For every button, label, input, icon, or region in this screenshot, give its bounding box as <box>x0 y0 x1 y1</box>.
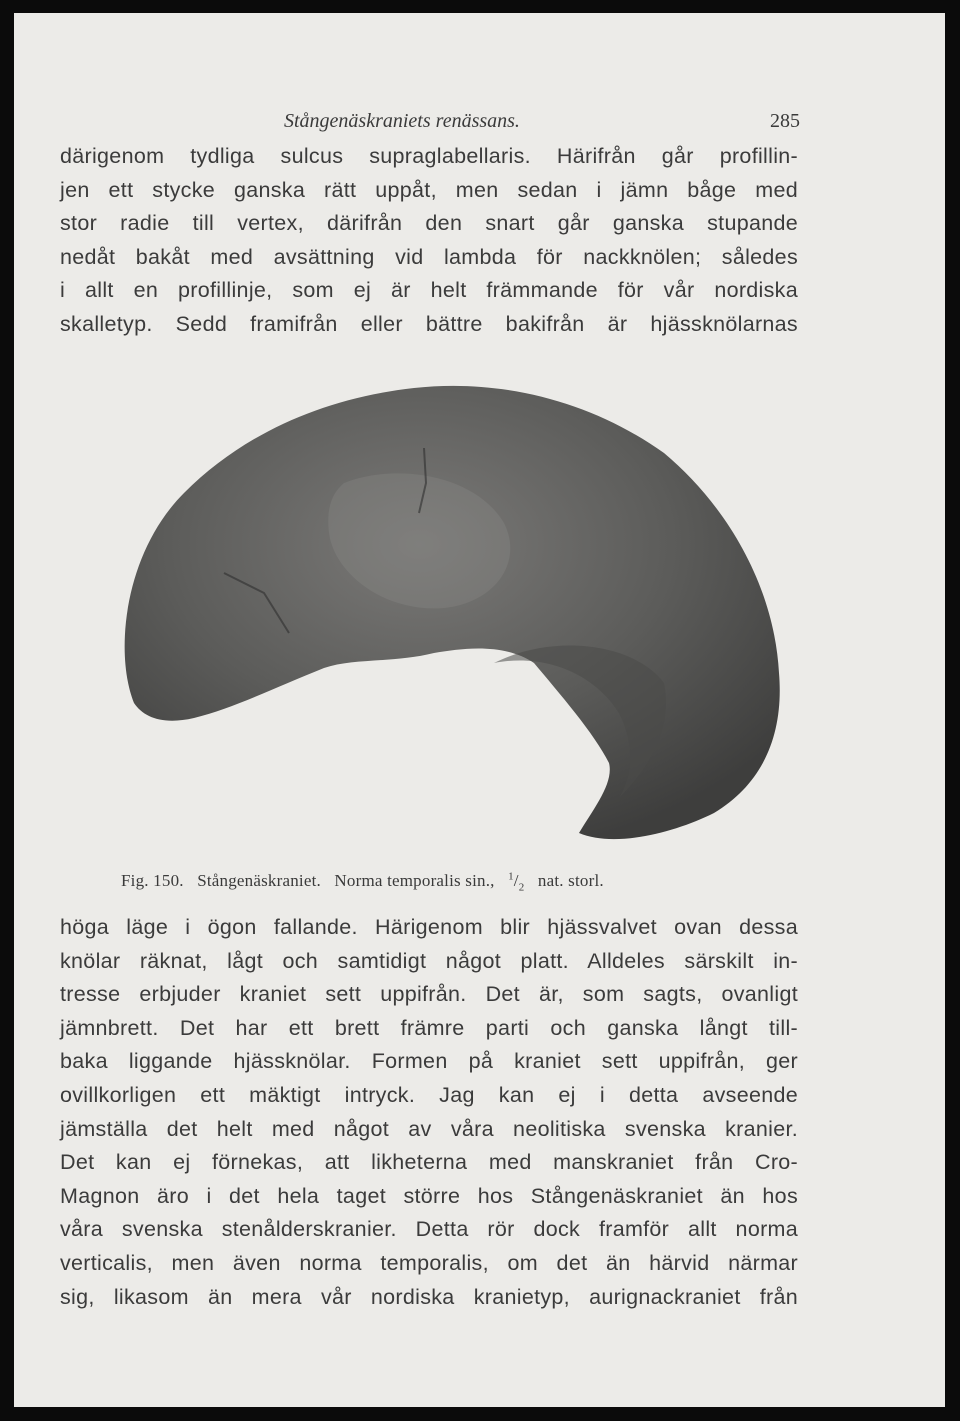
page-header <box>14 110 945 140</box>
text-line: jen ett stycke ganska rätt uppåt, men sedan i jämn båge med <box>60 177 798 202</box>
figure-caption <box>121 870 821 893</box>
text-line: Det kan ej förnekas, att likheterna med manskraniet från Cro- <box>60 1150 798 1175</box>
page-number: 285 <box>770 110 800 132</box>
fraction-denominator: 2 <box>518 881 525 894</box>
book-page <box>14 13 945 1407</box>
skull-photograph <box>74 353 794 853</box>
text-line: baka liggande hjässknölar. Formen på kraniet sett uppifrån, ger <box>60 1049 798 1074</box>
text-line: sig, likasom än mera vår nordiska kranietyp, aurignackraniet från <box>60 1284 798 1309</box>
top-paragraph <box>60 140 798 342</box>
fraction-numerator: 1 <box>508 870 514 882</box>
caption-scale-fraction: $^1/_2$ <box>508 870 525 894</box>
text-line: tresse erbjuder kraniet sett uppifrån. Det är, som sagts, ovanligt <box>60 982 798 1007</box>
skull-outline <box>125 386 780 839</box>
running-title: Stångenäskraniets renässans. <box>284 110 520 132</box>
text-line: i allt en profillinje, som ej är helt främmande för vår nordiska <box>60 278 798 303</box>
caption-fig-number: Fig. 150. <box>121 870 184 890</box>
text-line: jämnbrett. Det har ett brett främre parti och ganska långt till- <box>60 1015 798 1040</box>
text-line: därigenom tydliga sulcus supraglabellaris. Härifrån går profillin- <box>60 144 798 168</box>
text-line: våra svenska stenålderskranier. Detta rör dock framför allt norma <box>60 1217 798 1242</box>
text-line: skalletyp. Sedd framifrån eller bättre bakifrån är hjässknölarnas <box>60 311 798 336</box>
text-line: höga läge i ögon fallande. Härigenom blir hjässvalvet ovan dessa <box>60 915 798 939</box>
skull-image <box>74 353 794 853</box>
text-line: verticalis, men även norma temporalis, om det än härvid närmar <box>60 1250 798 1275</box>
text-line: ovillkorligen ett mäktigt intryck. Jag kan ej i detta avseende <box>60 1082 798 1107</box>
text-line: knölar räknat, lågt och samtidigt något platt. Alldeles särskilt in- <box>60 948 798 973</box>
text-line: stor radie till vertex, därifrån den snart går ganska stupande <box>60 211 798 236</box>
caption-title: Stångenäskraniet. <box>197 870 321 890</box>
bottom-paragraph <box>60 911 798 1314</box>
caption-view: Norma temporalis sin., <box>334 870 495 890</box>
text-line: nedåt bakåt med avsättning vid lambda för nackknölen; således <box>60 244 798 269</box>
text-line: Magnon äro i det hela taget större hos Stångenäskraniet än hos <box>60 1183 798 1208</box>
text-line: jämställa det helt med något av våra neolitiska svenska kranier. <box>60 1116 798 1141</box>
caption-scale: nat. storl. <box>537 870 604 890</box>
